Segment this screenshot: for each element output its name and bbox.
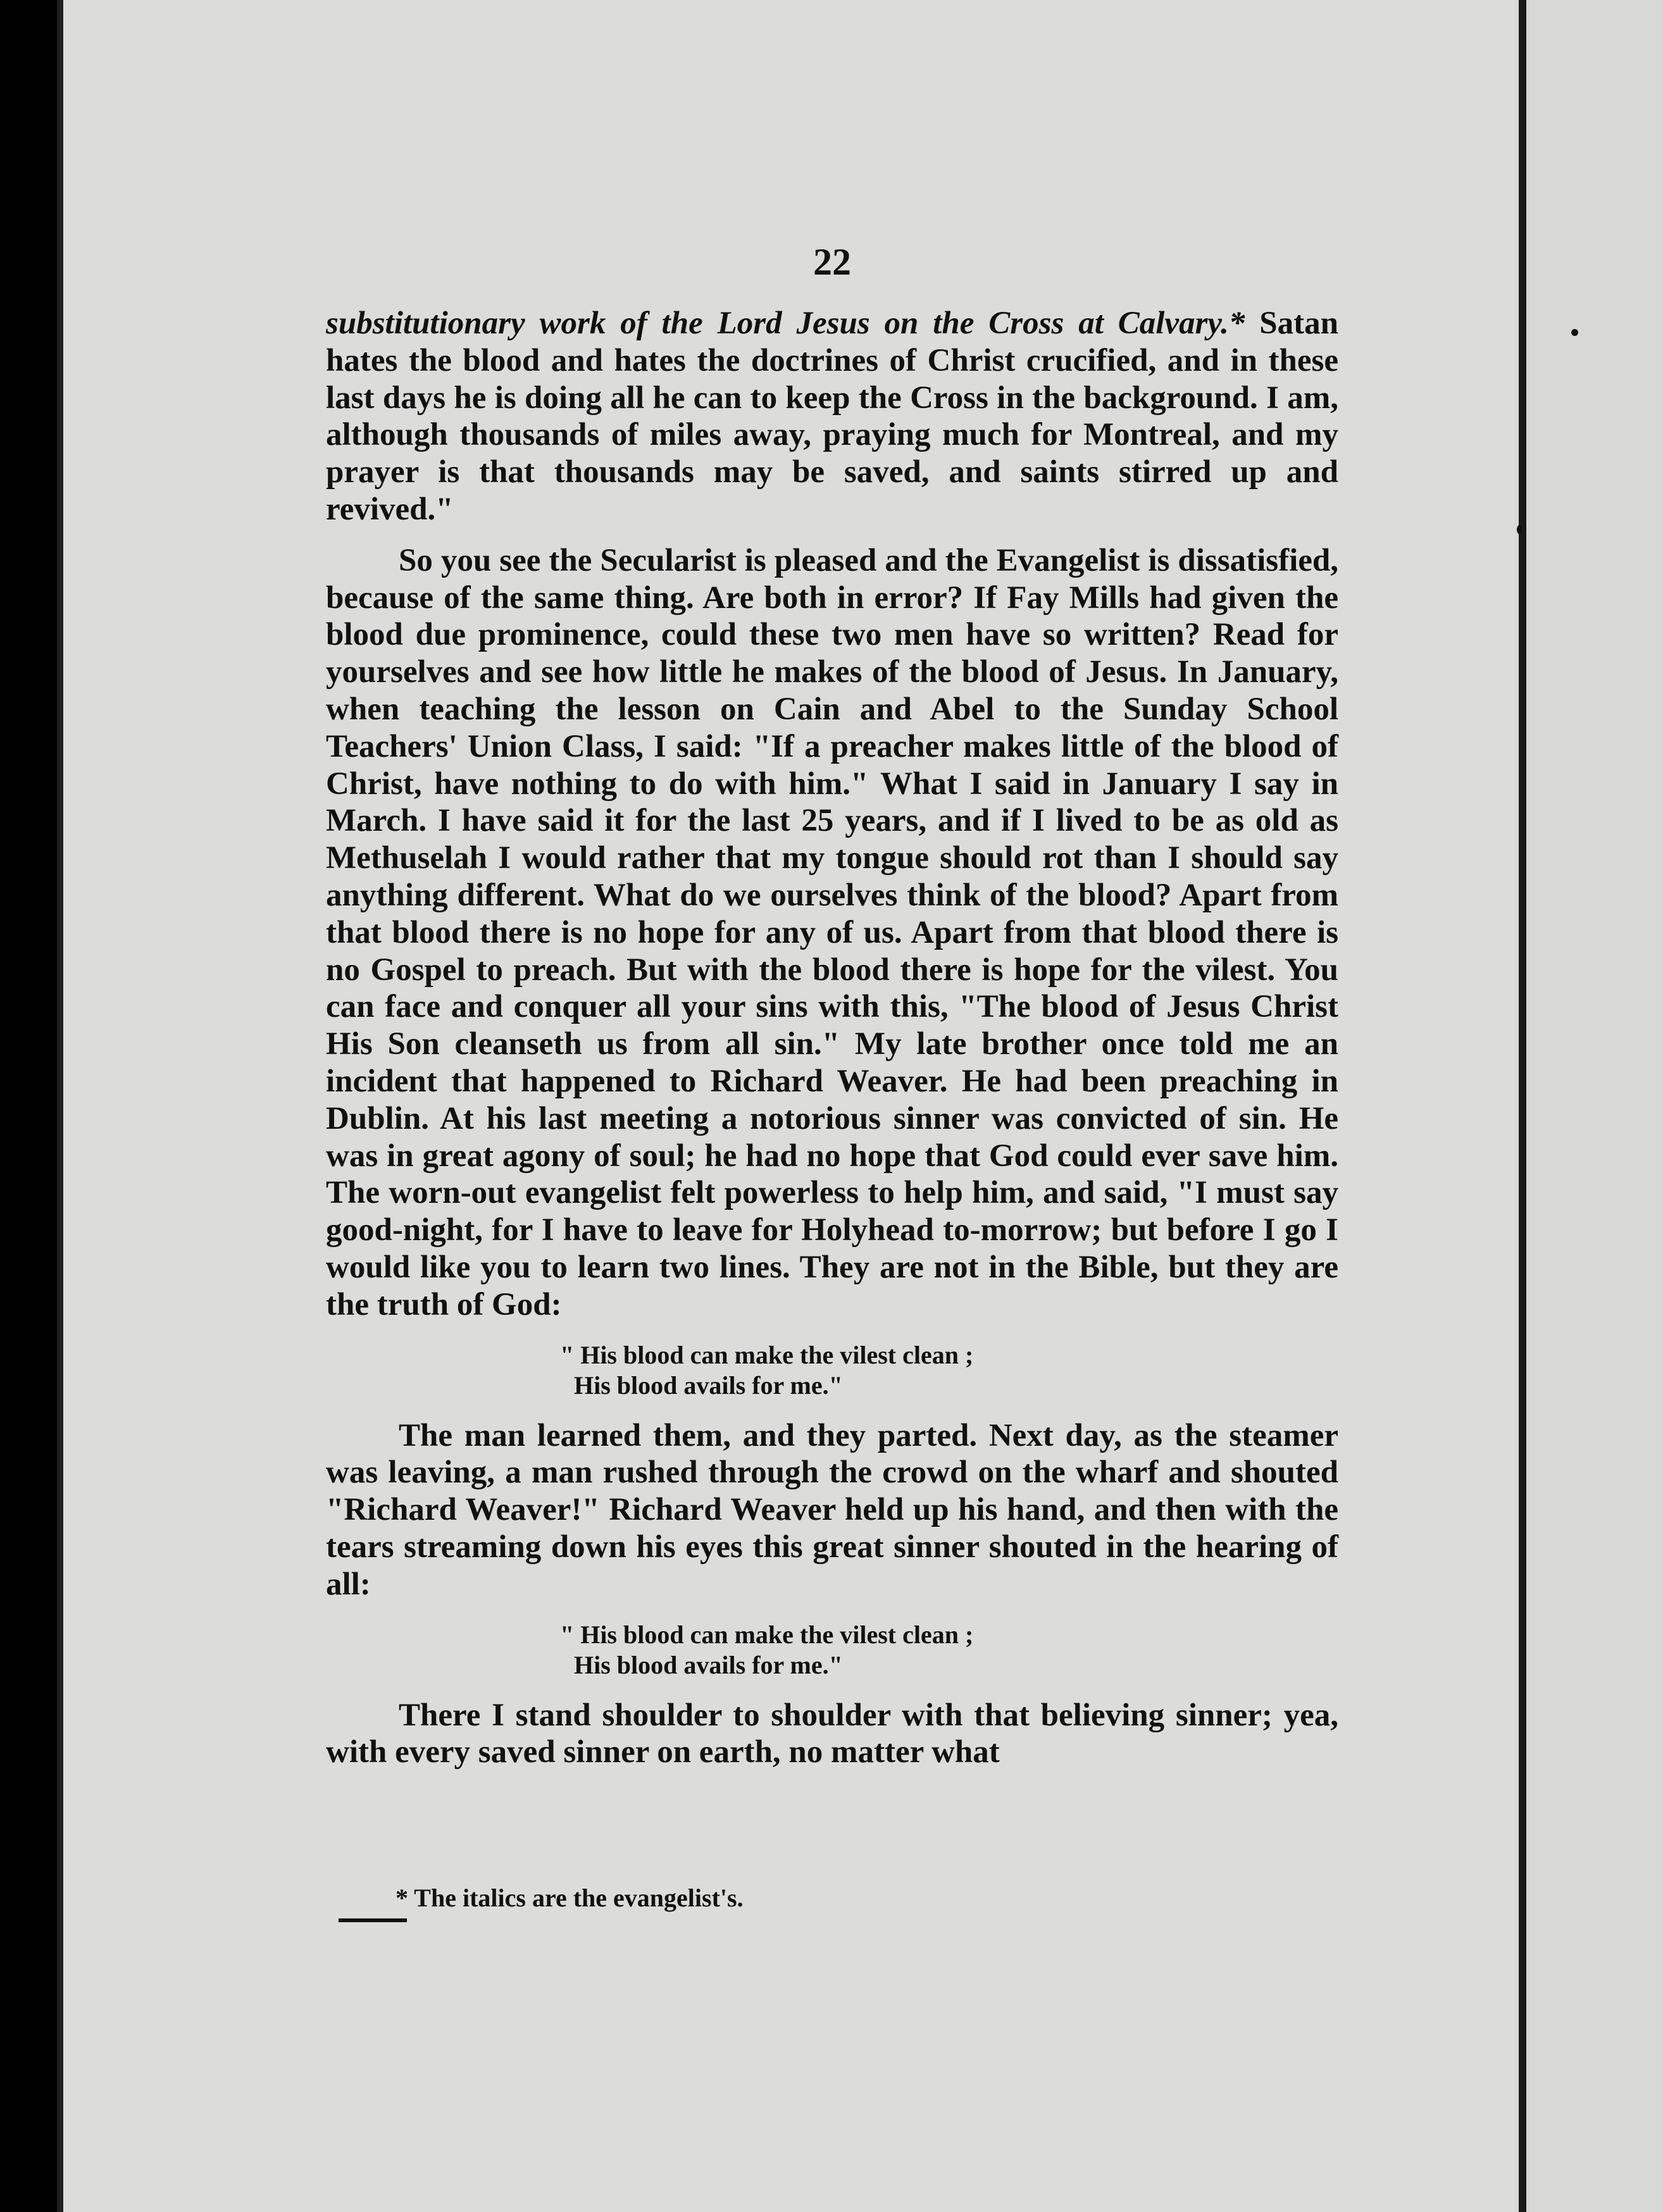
verse-line: His blood avails for me.": [574, 1370, 843, 1400]
opening-paragraph: [326, 305, 1338, 528]
paragraph-shoulder: There I stand shoulder to shoulder with that believing sinner; yea, with every saved sinner on earth, no matter what: [326, 1697, 1338, 1770]
verse-line: " His blood can make the vilest clean ;: [560, 1620, 974, 1649]
scan-speck: [1517, 525, 1522, 534]
body-text: [326, 305, 1338, 1771]
left-scan-edge: [57, 0, 63, 2212]
paragraph-secularist: So you see the Secularist is pleased and the Evangelist is dissatisfied, because of the same thing. Are both in error? If Fay Mills had given the blood due prominence, could these two men have so written? Read for yourselves and see how little he makes of the blood of Jesus. In January, when teaching the lesson on Cain and Abel to the Sunday School Teachers' Union Class, I said: "If a preacher makes little of the blood of Christ, have nothing to do with him." What I said in January I say in March. I have said it for the last 25 years, and if I lived to be as old as Methuselah I would rather that my tongue should rot than I should say anything different. What do we ourselves think of the blood? Apart from that blood there is no hope for any of us. Apart from that blood there is no Gospel to preach. But with the blood there is hope for the vilest. You can face and conquer all your sins with this, "The blood of Jesus Christ His Son cleanseth us from all sin." My late brother once told me an incident that happened to Richard Weaver. He had been preaching in Dublin. At his last meeting a notorious sinner was convicted of sin. He was in great agony of soul; he had no hope that God could ever save him. The worn-out evangelist felt powerless to help him, and said, "I must say good-night, for I have to leave for Holyhead to-morrow; but before I go I would like you to learn two lines. They are not in the Bible, but they are the truth of God:: [326, 542, 1338, 1322]
footnote: * The italics are the evangelist's.: [396, 1884, 744, 1912]
gutter-shadow: [1519, 0, 1526, 2212]
italic-lead-in: substitutionary work of the Lord Jesus on the Cross at Calvary.*: [326, 306, 1245, 341]
verse-line: " His blood can make the vilest clean ;: [560, 1340, 974, 1369]
facing-page-edge: [1516, 0, 1663, 2212]
verse-quote-1: [560, 1340, 1338, 1401]
footnote-rule: [339, 1918, 407, 1922]
scan-speck: [1571, 329, 1578, 336]
opening-paragraph-text: Satan hates the blood and hates the doctrines of Christ crucified, and in these last days he is doing all he can to keep the Cross in the background. I am, although thousands of miles away, praying much for Montreal, and my prayer is that thousands may be saved, and saints stirred up and revived.": [326, 306, 1338, 527]
paragraph-steamer: The man learned them, and they parted. Next day, as the steamer was leaving, a man rushed through the crowd on the wharf and shouted "Richard Weaver!" Richard Weaver held up his hand, and then with the tears streaming down his eyes this great sinner shouted in the hearing of all:: [326, 1417, 1338, 1602]
verse-line: His blood avails for me.": [574, 1650, 843, 1679]
verse-quote-2: [560, 1620, 1338, 1681]
page-number: 22: [813, 241, 851, 283]
